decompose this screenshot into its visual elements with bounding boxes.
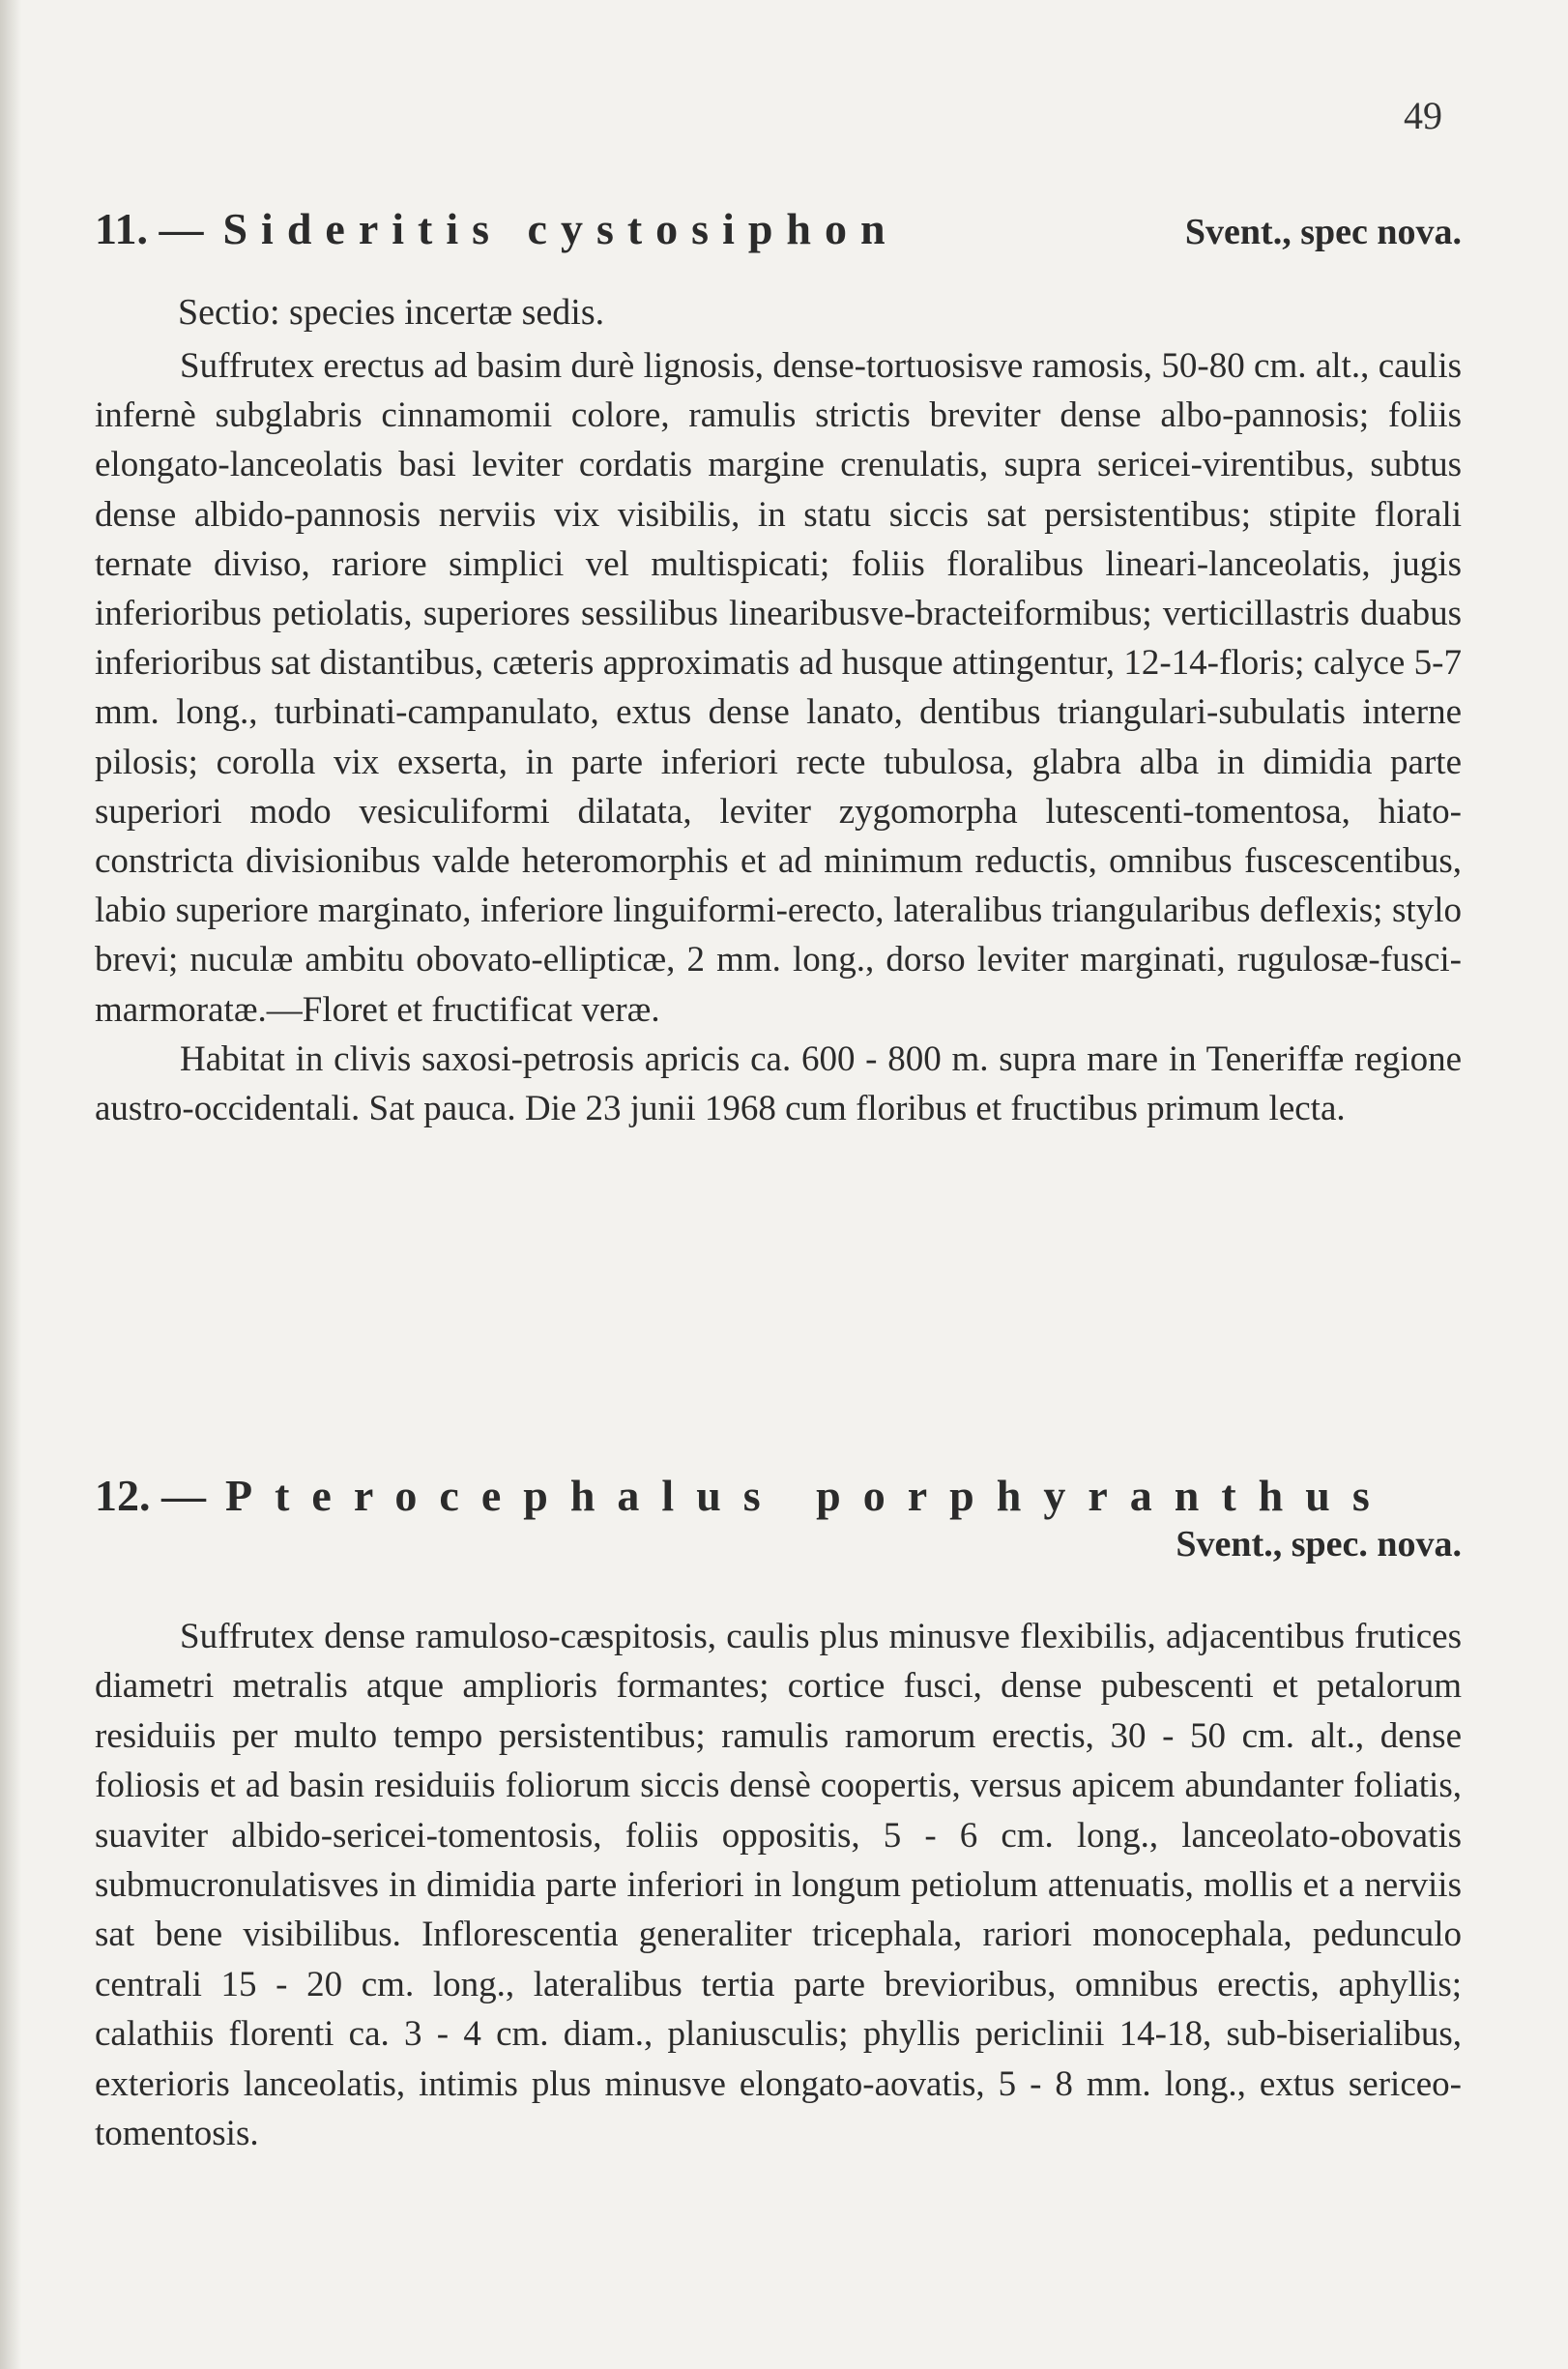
species-name: Pterocephalus porphyranthus: [225, 1471, 1392, 1520]
species-description: Suffrutex erectus ad basim durè lignosis, dense-tortuosisve ramosis, 50-80 cm. alt., caulis infernè subglabris cinnamomii colore, ramulis strictis breviter dense albo-pannosis; foliis elongato-lanceolatis basi leviter cordatis margine crenulatis, supra sericei-virentibus, subtus dense albido-pannosis nerviis vix visibilis, in statu siccis sat persistentibus; stipite florali ternate diviso, rariore simplici vel multispicati; foliis floralibus lineari-lanceolatis, jugis inferioribus petiolatis, superiores sessilibus linearibusve-bracteiformibus; verticillastris duabus inferioribus sat distantibus, cæteris approximatis ad husque attingentur, 12-14-floris; calyce 5-7 mm. long., turbinati-campanulato, extus dense lanato, dentibus triangulari-subulatis interne pilosis; corolla vix exserta, in parte inferiori recte tubulosa, glabra alba in dimidia parte superiori modo vesiculiformi dilatata, leviter zygomorpha lutescenti-tomentosa, hiato-constricta divisionibus valde heteromorphis et ad minimum reductis, omnibus fuscescentibus, labio superiore marginato, inferiore linguiformi-erecto, lateralibus triangularibus deflexis; stylo brevi; nuculæ ambitu obovato-ellipticæ, 2 mm. long., dorso leviter marginati, rugulosæ-fusci-marmoratæ.—Floret et fructificat veræ.: [95, 346, 1462, 1030]
species-description: Suffrutex dense ramuloso-cæspitosis, caulis plus minusve flexibilis, adjacentibus frutices diametri metralis atque amplioris formantes; cortice fusci, dense pubescenti et petalorum residuiis per multo tempo persistentibus; ramulis ramorum erectis, 30 - 50 cm. alt., dense foliosis et ad basin residuiis foliorum siccis densè coopertis, versus apicem abundanter foliatis, suaviter albido-sericei-tomentosis, foliis oppositis, 5 - 6 cm. long., lanceolato-obovatis submucronulatisves in dimidia parte inferiori in longum petiolum attenuatis, mollis et a nerviis sat bene visibilibus. Inflorescentia generaliter tricephala, rariori monocephala, pedunculo centrali 15 - 20 cm. long., lateralibus tertia parte brevioribus, omnibus erectis, aphyllis; calathiis florenti ca. 3 - 4 cm. diam., planiusculis; phyllis periclinii 14-18, sub-biserialibus, exterioris lanceolatis, intimis plus minusve elongato-aovatis, 5 - 8 mm. long., extus sericeo-tomentosis.: [95, 1617, 1462, 2154]
species-habitat: Habitat in clivis saxosi-petrosis apricis ca. 600 - 800 m. supra mare in Teneriffæ regione austro-occidentali. Sat pauca. Die 23 junii 1968 cum floribus et fructibus primum lecta.: [95, 1038, 1462, 1129]
page-number: 49: [1404, 94, 1442, 137]
species-entry-12: [95, 1470, 1462, 2158]
species-author: Svent., spec nova.: [1184, 212, 1462, 252]
species-heading: [95, 1470, 1462, 1521]
species-name: Sideritis cystosiphon: [222, 204, 899, 253]
species-heading: [95, 203, 1462, 254]
species-number: 12. —: [95, 1471, 206, 1520]
species-number: 11. —: [95, 204, 204, 253]
species-entry-11: [95, 203, 1462, 1133]
sectio-line: Sectio: species incertæ sedis.: [178, 292, 605, 333]
species-author: Svent., spec. nova.: [1176, 1524, 1462, 1565]
page-edge-shadow: [0, 0, 21, 2369]
